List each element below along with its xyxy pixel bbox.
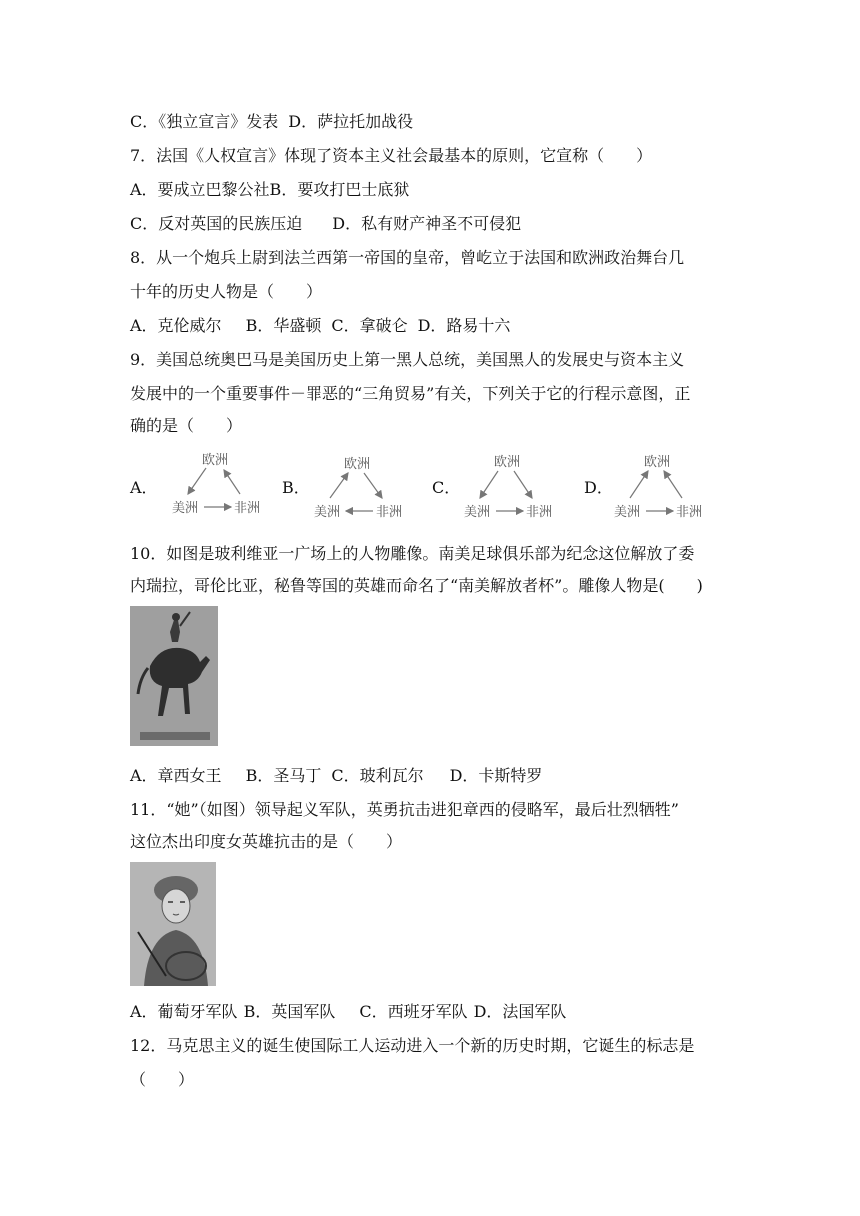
q9-diagram-d-svg [610, 446, 720, 522]
q9-diagram-c-svg [460, 446, 570, 522]
q8-options [130, 316, 510, 336]
q9-diagram-b-svg [310, 446, 420, 522]
q12-stem-line2: （ ） [130, 1070, 195, 1089]
q9b-node-europe: 欧洲 [344, 457, 371, 472]
q9-diagram-d [610, 446, 720, 526]
q9a-node-america: 美洲 [172, 501, 199, 516]
q9-diagram-a [168, 446, 278, 526]
q9-stem-line1: 9．美国总统奥巴马是美国历史上第一黑人总统，美国黑人的发展史与资本主义 [130, 350, 685, 369]
q9-diagram-c [460, 446, 570, 526]
q8-option-d: D．路易十六 [417, 316, 511, 335]
q11-option-d: D．法国军队 [473, 1002, 567, 1021]
statue-image [130, 606, 218, 746]
q9b-node-africa: 非洲 [376, 505, 403, 520]
q9-stem-line2: 发展中的一个重要事件－罪恶的“三角贸易”有关，下列关于它的行程示意图，正 [130, 384, 691, 403]
q9c-node-europe: 欧洲 [494, 455, 521, 470]
q9-option-d-label: D． [584, 478, 613, 497]
q7-option-d: D．私有财产神圣不可侵犯 [332, 214, 522, 233]
rani-lakshmibai-portrait [130, 862, 216, 986]
q9-option-b-label: B． [282, 478, 310, 497]
q8-stem-line1: 8．从一个炮兵上尉到法兰西第一帝国的皇帝，曾屹立于法国和欧洲政治舞台几 [130, 248, 685, 267]
q11-options [130, 1002, 566, 1022]
q9a-node-europe: 欧洲 [202, 453, 229, 468]
q9a-node-africa: 非洲 [234, 501, 261, 516]
q10-option-c: C．玻利瓦尔 [331, 766, 424, 785]
q9-diagram-b [310, 446, 420, 526]
q7-options-cd [130, 214, 521, 234]
q9-diagram-options [130, 446, 730, 526]
q9d-node-africa: 非洲 [676, 505, 703, 520]
q8-option-b: B．华盛顿 [245, 316, 322, 335]
q10-stem-line1: 10．如图是玻利维亚一广场上的人物雕像。南美足球俱乐部为纪念这位解放了委 [130, 544, 695, 563]
q12-stem-line1: 12．马克思主义的诞生使国际工人运动进入一个新的历史时期，它诞生的标志是 [130, 1036, 695, 1055]
q7-option-c: C．反对英国的民族压迫 [130, 214, 303, 233]
q8-option-c: C．拿破仑 [331, 316, 408, 335]
portrait-image [130, 862, 216, 986]
q9b-node-america: 美洲 [314, 505, 341, 520]
q9c-node-america: 美洲 [464, 505, 491, 520]
q10-option-d: D．卡斯特罗 [449, 766, 543, 785]
q10-options [130, 766, 542, 786]
q9d-node-america: 美洲 [614, 505, 641, 520]
q9d-node-europe: 欧洲 [644, 455, 671, 470]
q11-stem-line2: 这位杰出印度女英雄抗击的是（ ） [130, 832, 403, 851]
bolivar-statue-photo [130, 606, 218, 746]
q11-stem-line1: 11．“她”（如图）领导起义军队，英勇抗击进犯章西的侵略军，最后壮烈牺牲” [130, 800, 679, 819]
q7-options-ab: A．要成立巴黎公社B．要攻打巴士底狱 [130, 180, 410, 199]
q9-diagram-a-svg [168, 446, 278, 522]
q7-stem: 7．法国《人权宣言》体现了资本主义社会最基本的原则，它宣称（ ） [130, 146, 653, 165]
q10-option-a: A．章西女王 [130, 766, 222, 785]
q6-option-c: C．《独立宣言》发表 [130, 112, 279, 131]
q9-option-a-label: A． [130, 478, 158, 497]
q9c-node-africa: 非洲 [526, 505, 553, 520]
q6-options-cd [130, 112, 413, 132]
q9-option-c-label: C． [432, 478, 461, 497]
q8-option-a: A．克伦威尔 [130, 316, 222, 335]
q11-option-a: A．葡萄牙军队 [130, 1002, 238, 1021]
q6-option-d: D．萨拉托加战役 [288, 112, 414, 131]
q8-stem-line2: 十年的历史人物是（ ） [130, 282, 323, 301]
q9-stem-line3: 确的是（ ） [130, 416, 243, 435]
q11-option-b: B．英国军队 [243, 1002, 336, 1021]
q11-option-c: C．西班牙军队 [359, 1002, 468, 1021]
q10-stem-line2: 内瑞拉，哥伦比亚，秘鲁等国的英雄而命名了“南美解放者杯”。雕像人物是( ) [130, 576, 703, 595]
q10-option-b: B．圣马丁 [245, 766, 322, 785]
